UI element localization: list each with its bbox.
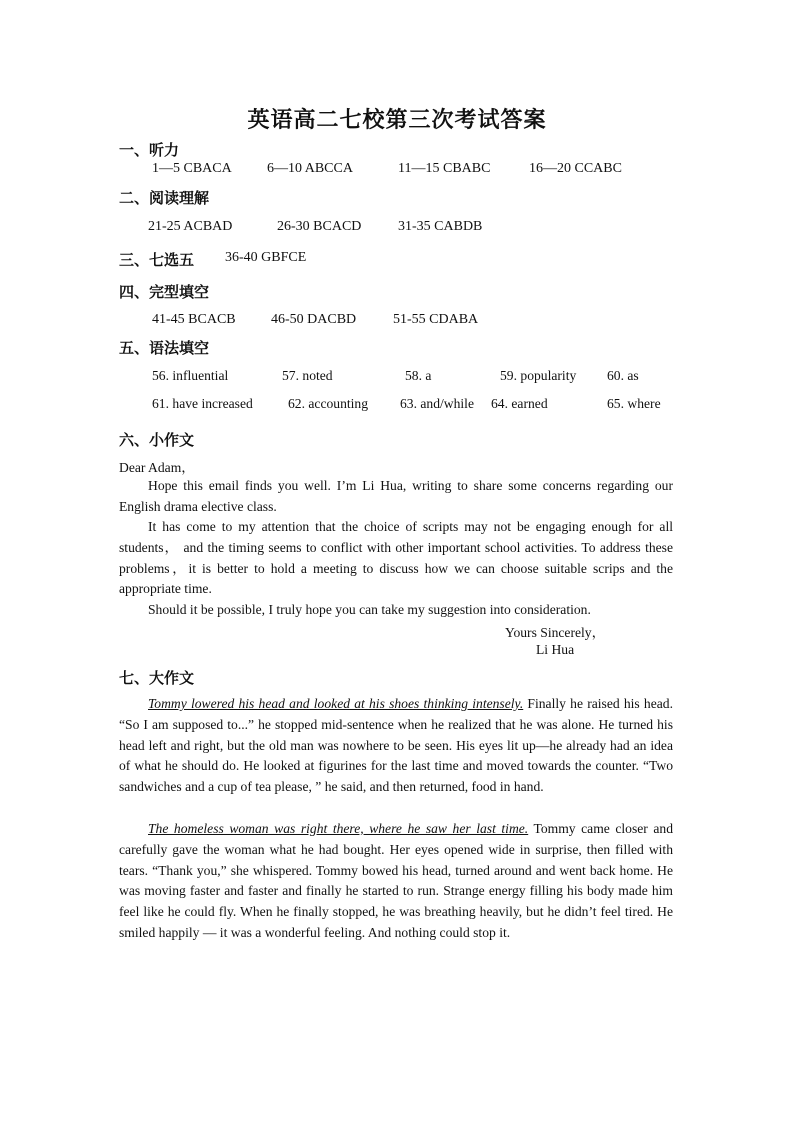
answer-group: 51-55 CDABA: [393, 312, 479, 327]
section-heading-reading: 二、阅读理解: [119, 189, 210, 207]
section-heading-grammar: 五、语法填空: [119, 339, 210, 357]
grammar-answer: 62. accounting: [288, 396, 369, 411]
grammar-answer: 64. earned: [491, 396, 548, 411]
section-heading-listening: 一、听力: [119, 141, 180, 159]
letter-greeting: Dear Adam，: [119, 460, 195, 475]
essay-text: Finally he raised his head. “So I am supposed to...” he stopped mid-sentence when he realized that he was alone. He turned his head left and right, but the old man was nowhere to be seen. His eyes lit up—he already had an idea of what he should do. He looked at figurines for the last time and moved towards the counter. “Two sandwiches and a cup of tea please, ” he said, and then returned, food in hand.: [119, 696, 673, 795]
grammar-answer: 56. influential: [152, 368, 229, 383]
essay-paragraph: [119, 694, 673, 798]
letter-closing: Yours Sincerely，: [505, 625, 606, 640]
answer-group: 31-35 CABDB: [398, 219, 483, 234]
answer-group: 1—5 CBACA: [152, 161, 232, 176]
answer-group: 16—20 CCABC: [529, 161, 622, 176]
section-heading-seven-choose-five: 三、七选五: [119, 251, 195, 269]
essay-paragraph: [119, 819, 673, 944]
page-title: 英语高二七校第三次考试答案: [247, 107, 547, 132]
essay-given-sentence: Tommy lowered his head and looked at his shoes thinking intensely.: [148, 696, 524, 711]
letter-paragraph: It has come to my attention that the choice of scripts may not be engaging enough for all students， and the timing seems to conflict with other important school activities. To address these problems，it is better to hold a meeting to discuss how we can choose suitable scrips and the appropriate time.: [119, 519, 673, 597]
section-heading-cloze: 四、完型填空: [119, 283, 210, 301]
answer-group: 41-45 BCACB: [152, 312, 236, 327]
letter-paragraph: Should it be possible, I truly hope you can take my suggestion into consideration.: [148, 602, 591, 617]
grammar-answer: 61. have increased: [152, 396, 253, 411]
section-heading-short-writing: 六、小作文: [119, 431, 195, 449]
answer-group: 36-40 GBFCE: [225, 250, 307, 265]
section-heading-long-writing: 七、大作文: [119, 669, 195, 687]
answer-group: 46-50 DACBD: [271, 312, 357, 327]
answer-group: 11—15 CBABC: [398, 161, 491, 176]
essay-text: Tommy came closer and carefully gave the woman what he had bought. Her eyes opened wide in surprise, then filled with tears. “Thank you,” she whispered. Tommy bowed his head, turned around and went back home. He was moving faster and faster and finally he started to run. Strange energy filling his body made him feel like he could fly. When he finally stopped, he was breathing heavily, but he didn’t feel tired. He smiled happily — it was a wonderful feeling. And nothing could stop it.: [119, 821, 673, 940]
letter-signature: Li Hua: [536, 642, 575, 657]
essay-given-sentence: The homeless woman was right there, where he saw her last time.: [148, 821, 529, 836]
grammar-answer: 60. as: [607, 368, 639, 383]
answer-group: 26-30 BCACD: [277, 219, 362, 234]
grammar-answer: 59. popularity: [500, 368, 577, 383]
grammar-answer: 63. and/while: [400, 396, 474, 411]
grammar-answer: 57. noted: [282, 368, 333, 383]
letter-paragraph: Hope this email finds you well. I’m Li Hua, writing to share some concerns regarding our English drama elective class.: [119, 478, 673, 514]
answer-group: 21-25 ACBAD: [148, 219, 233, 234]
answer-group: 6—10 ABCCA: [267, 161, 353, 176]
grammar-answer: 65. where: [607, 396, 661, 411]
grammar-answer: 58. a: [405, 368, 432, 383]
